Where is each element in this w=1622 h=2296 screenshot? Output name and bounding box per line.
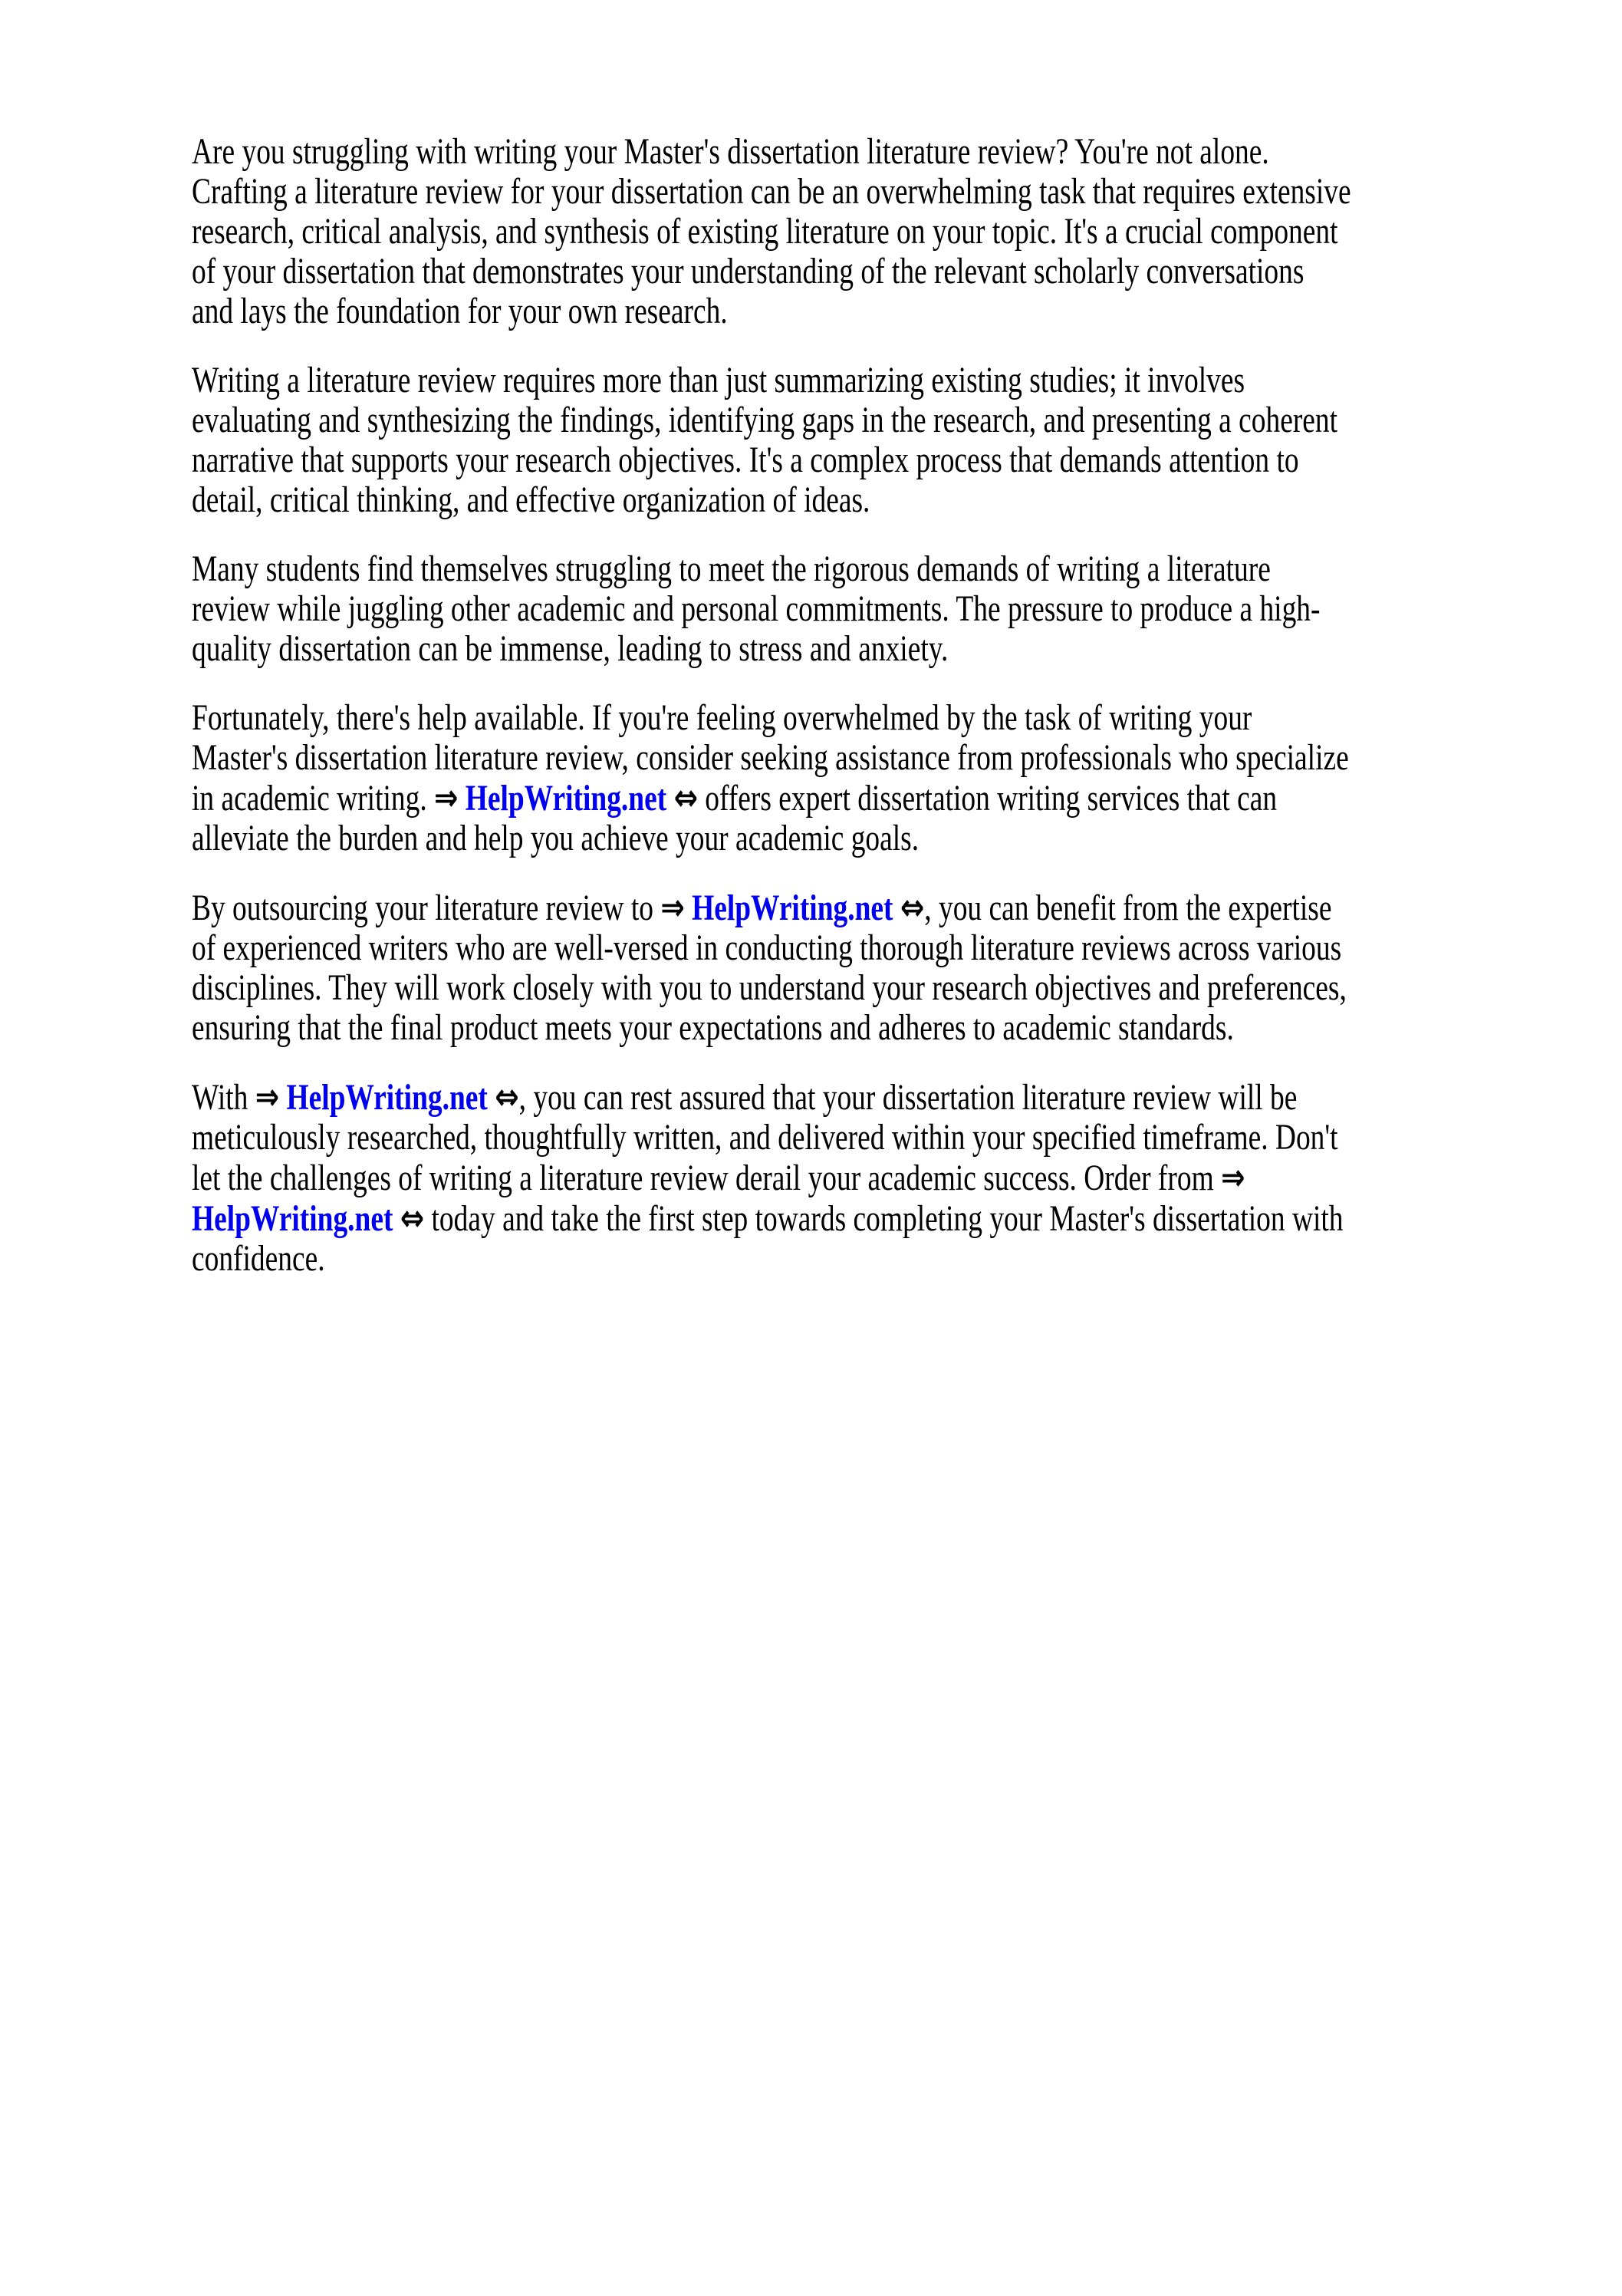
double-arrow-leftright-icon: ⇔ [900, 886, 925, 929]
body-text-run [666, 778, 673, 819]
double-arrow-leftright-icon: ⇔ [673, 776, 698, 819]
text-line [192, 1158, 1534, 1198]
body-text-run: today and take the first step towards completing your Master's dissertation with [424, 1198, 1344, 1239]
body-text-run: alleviate the burden and help you achieve your academic goals. [192, 818, 920, 858]
text-line [192, 928, 1534, 968]
text-line [192, 1118, 1534, 1158]
double-arrow-right-icon: ⇒ [434, 776, 459, 819]
text-line [192, 172, 1534, 212]
helpwriting-link[interactable]: HelpWriting.net [692, 888, 893, 928]
paragraph-2 [192, 361, 1534, 520]
body-text-run: research, critical analysis, and synthesis of existing literature on your topic. It's a crucial component [192, 211, 1338, 252]
paragraph-5 [192, 888, 1534, 1048]
text-line [192, 1198, 1534, 1239]
body-text-run: Fortunately, there's help available. If you're feeling overwhelmed by the task of writing your [192, 697, 1252, 738]
text-line [192, 361, 1534, 400]
paragraph-4 [192, 698, 1534, 858]
text-line [192, 549, 1534, 589]
body-text-run: confidence. [192, 1238, 325, 1279]
body-text-run [458, 778, 465, 819]
helpwriting-link[interactable]: HelpWriting.net [465, 778, 667, 819]
body-text-run: quality dissertation can be immense, leading to stress and anxiety. [192, 628, 949, 669]
body-text-run: of your dissertation that demonstrates your understanding of the relevant scholarly conversations [192, 251, 1305, 292]
paragraph-6 [192, 1077, 1534, 1279]
text-line [192, 132, 1534, 172]
body-text-run: Are you struggling with writing your Master's dissertation literature review? You're not alone. [192, 131, 1269, 172]
text-line [192, 698, 1534, 738]
text-line [192, 212, 1534, 252]
body-text-run: , you can benefit from the expertise [924, 888, 1332, 928]
body-text-run: in academic writing. [192, 778, 435, 819]
double-arrow-right-icon: ⇒ [1221, 1156, 1245, 1199]
double-arrow-right-icon: ⇒ [660, 886, 685, 929]
body-text-run: Many students find themselves struggling to meet the rigorous demands of writing a literature [192, 548, 1271, 589]
text-line [192, 1008, 1534, 1048]
body-text-run: Master's dissertation literature review, consider seeking assistance from professionals who specialize [192, 737, 1349, 778]
body-text-run: of experienced writers who are well-versed in conducting thorough literature reviews across various [192, 927, 1342, 968]
text-line [192, 440, 1534, 480]
text-line [192, 968, 1534, 1008]
text-line [192, 778, 1534, 819]
body-text-run: By outsourcing your literature review to [192, 888, 661, 928]
document-text-block [192, 132, 1534, 1308]
text-line [192, 888, 1534, 928]
text-line [192, 1077, 1534, 1118]
helpwriting-link[interactable]: HelpWriting.net [286, 1077, 488, 1118]
body-text-run: evaluating and synthesizing the findings, identifying gaps in the research, and presenting a coherent [192, 400, 1338, 440]
body-text-run: detail, critical thinking, and effective organization of ideas. [192, 479, 870, 520]
body-text-run: review while juggling other academic and personal commitments. The pressure to produce a high- [192, 588, 1321, 629]
helpwriting-link[interactable]: HelpWriting.net [192, 1198, 393, 1239]
double-arrow-right-icon: ⇒ [255, 1076, 280, 1118]
body-text-run [279, 1077, 286, 1118]
body-text-run [393, 1198, 400, 1239]
text-line [192, 629, 1534, 669]
body-text-run [685, 888, 692, 928]
text-line [192, 819, 1534, 858]
text-line [192, 738, 1534, 778]
double-arrow-leftright-icon: ⇔ [400, 1197, 425, 1240]
paragraph-1 [192, 132, 1534, 331]
body-text-run [893, 888, 900, 928]
text-line [192, 480, 1534, 520]
body-text-run: meticulously researched, thoughtfully written, and delivered within your specified timeframe. Don't [192, 1117, 1338, 1158]
body-text-run [488, 1077, 495, 1118]
body-text-run: and lays the foundation for your own research. [192, 291, 728, 331]
body-text-run: let the challenges of writing a literature review derail your academic success. Order from [192, 1158, 1222, 1198]
text-line [192, 252, 1534, 292]
body-text-run: , you can rest assured that your dissertation literature review will be [518, 1077, 1298, 1118]
body-text-run: offers expert dissertation writing services that can [697, 778, 1278, 819]
text-line [192, 400, 1534, 440]
body-text-run: narrative that supports your research objectives. It's a complex process that demands attention to [192, 440, 1299, 480]
paragraph-3 [192, 549, 1534, 669]
text-line [192, 589, 1534, 629]
body-text-run: disciplines. They will work closely with you to understand your research objectives and preferences, [192, 967, 1347, 1008]
double-arrow-leftright-icon: ⇔ [495, 1076, 519, 1118]
body-text-run: With [192, 1077, 255, 1118]
text-line [192, 292, 1534, 331]
body-text-run: Writing a literature review requires more than just summarizing existing studies; it involves [192, 360, 1245, 400]
body-text-run: ensuring that the final product meets your expectations and adheres to academic standards. [192, 1007, 1234, 1048]
text-line [192, 1239, 1534, 1279]
body-text-run: Crafting a literature review for your dissertation can be an overwhelming task that requires extensive [192, 171, 1351, 212]
